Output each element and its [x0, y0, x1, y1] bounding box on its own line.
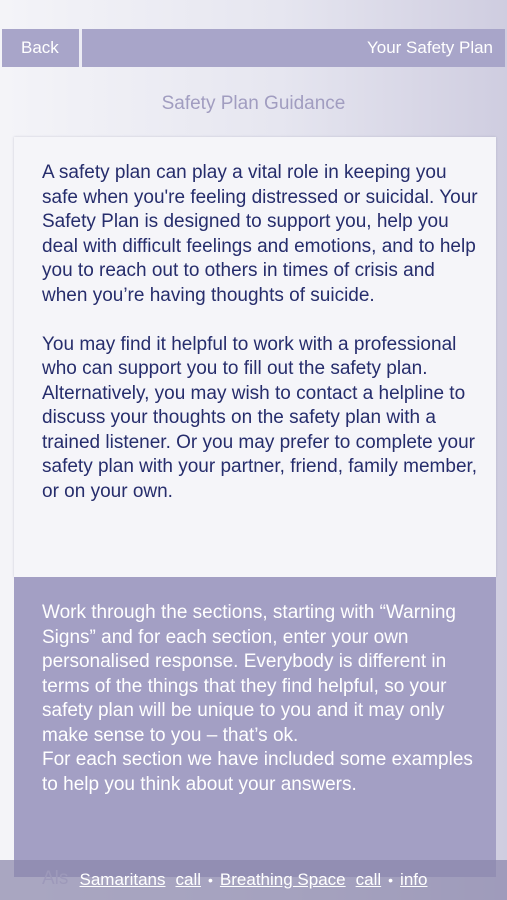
info-link[interactable]: info [400, 870, 428, 889]
instructions-card [14, 577, 496, 877]
helpline-footer [0, 860, 507, 900]
breathing-space-call-link[interactable]: call [355, 870, 382, 889]
intro-paragraph-2: You may find it helpful to work with a professional who can support you to fill out the safety plan. Alternatively, you may wish to contact a helpline to discuss your thoughts on the safety plan with a trained listener. Or you may prefer to complete your safety plan with your partner, friend, family member, or on your own. [42, 333, 478, 502]
back-button[interactable]: Back [2, 29, 79, 67]
footer-separator: • [208, 872, 213, 888]
samaritans-link[interactable]: Samaritans [79, 870, 166, 889]
intro-card [14, 137, 496, 577]
page-heading: Safety Plan Guidance [161, 93, 346, 114]
samaritans-call-link[interactable]: call [175, 870, 202, 889]
footer-separator: • [388, 872, 394, 888]
intro-paragraph-1: A safety plan can play a vital role in keeping you safe when you're feeling distressed or suicidal. Your Safety Plan is designed to support you, help you deal with difficult feelings and emotions, and to help you to reach out to others in times of crisis and when you’re having thoughts of suicide. [42, 162, 478, 306]
instructions-paragraph-2: For each section we have included some examples to help you think about your answers. [42, 749, 473, 795]
nav-title: Your Safety Plan [82, 29, 505, 67]
instructions-paragraph-1: Work through the sections, starting with “Warning Signs” and for each section, enter your own personalised response. Everybody is different in terms of the things that they find helpful, so your safety plan will be unique to you and it may only make sense to you – that’s ok. [42, 602, 456, 746]
navigation-bar [2, 29, 505, 67]
breathing-space-link[interactable]: Breathing Space [219, 870, 346, 889]
